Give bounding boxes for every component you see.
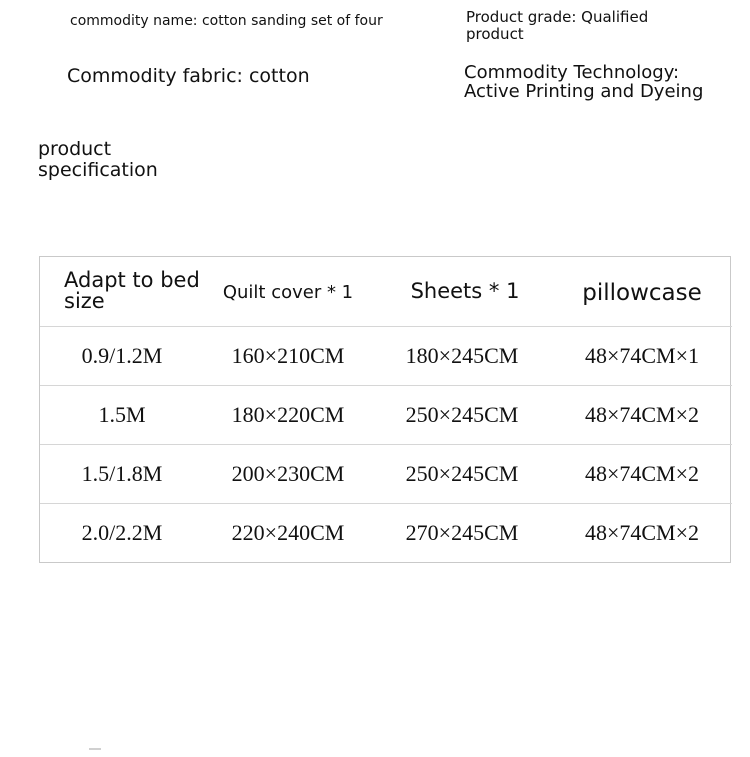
bed-size-cell: 1.5/1.8M [40, 444, 204, 503]
quilt-cover-cell: 160×210CM [204, 326, 372, 385]
quilt-cover-cell: 180×220CM [204, 385, 372, 444]
bed-size-cell: 0.9/1.2M [40, 326, 204, 385]
bed-size-cell: 1.5M [40, 385, 204, 444]
commodity-technology: Commodity Technology: Active Printing and Dyeing [464, 62, 704, 102]
sheets-cell: 250×245CM [372, 444, 552, 503]
pillowcase-cell: 48×74CM×2 [552, 503, 732, 562]
pillowcase-cell: 48×74CM×2 [552, 444, 732, 503]
bed-size-header: Adapt to bed size [64, 268, 200, 314]
sheets-header: Sheets * 1 [410, 279, 520, 304]
pillowcase-cell: 48×74CM×2 [552, 385, 732, 444]
sheets-cell: 180×245CM [372, 326, 552, 385]
table-row [40, 444, 732, 503]
commodity-name: commodity name: cotton sanding set of four [70, 13, 383, 29]
pillowcase-header: pillowcase [582, 280, 702, 307]
commodity-fabric: Commodity fabric: cotton [67, 65, 310, 87]
product-specification-title: product specification [38, 138, 158, 181]
quilt-cover-cell: 200×230CM [204, 444, 372, 503]
small-gray-mark [89, 748, 101, 750]
table-row [40, 326, 732, 385]
sheets-cell: 250×245CM [372, 385, 552, 444]
quilt-cover-header: Quilt cover * 1 [222, 282, 354, 304]
bed-size-cell: 2.0/2.2M [40, 503, 204, 562]
product-grade: Product grade: Qualified product [466, 8, 649, 43]
pillowcase-cell: 48×74CM×1 [552, 326, 732, 385]
specification-table-container [39, 256, 731, 563]
table-header-row [40, 257, 732, 326]
table-row [40, 503, 732, 562]
specification-table [40, 257, 732, 562]
table-row [40, 385, 732, 444]
quilt-cover-cell: 220×240CM [204, 503, 372, 562]
sheets-cell: 270×245CM [372, 503, 552, 562]
